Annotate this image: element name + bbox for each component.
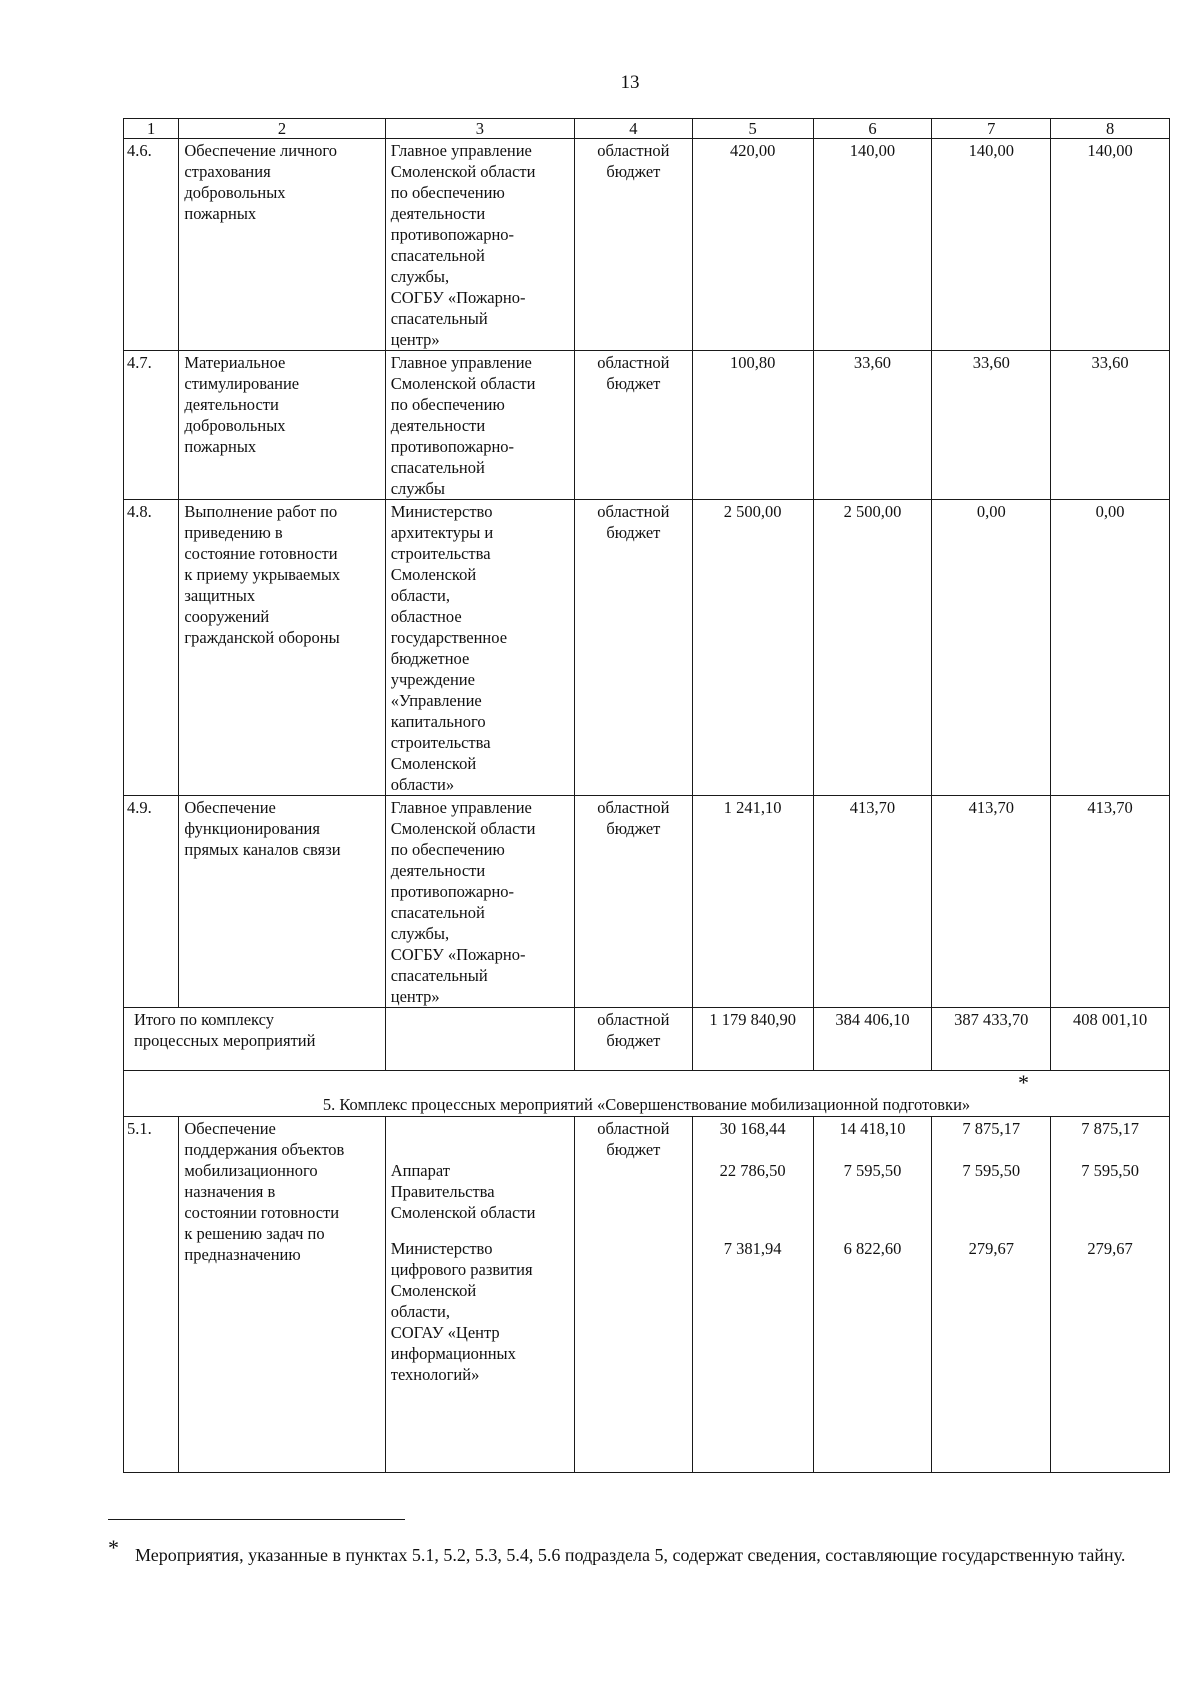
footnote-marker: * xyxy=(1018,1070,1029,1095)
value-col6: 413,70 xyxy=(813,796,932,1008)
funding-source: областной бюджет xyxy=(575,351,693,500)
value-col6: 33,60 xyxy=(813,351,932,500)
value-col8: 413,70 xyxy=(1051,796,1170,1008)
column-number: 3 xyxy=(385,119,574,139)
value-col5: 1 241,10 xyxy=(692,796,813,1008)
activity-name: Обеспечение личного страхования добровольных пожарных xyxy=(179,139,385,351)
executor-1: Аппарат Правительства Смоленской области xyxy=(390,1161,536,1222)
value-col7: 413,70 xyxy=(932,796,1051,1008)
executor: Главное управление Смоленской области по обеспечению деятельности противопожарно- спасательной службы, СОГБУ «Пожарно- спасательный центр» xyxy=(385,139,574,351)
column-number-row xyxy=(124,119,1170,139)
funding-source: областной бюджет xyxy=(575,500,693,796)
row-number: 4.7. xyxy=(124,351,179,500)
value-col6: 140,00 xyxy=(813,139,932,351)
column-number: 6 xyxy=(813,119,932,139)
section-heading xyxy=(124,1071,1170,1117)
section-heading-row xyxy=(124,1071,1170,1117)
value-col5: 2 500,00 xyxy=(692,500,813,796)
executor-2: Министерство цифрового развития Смоленской области, СОГАУ «Центр информационных технологий» xyxy=(390,1239,533,1384)
row-number: 5.1. xyxy=(124,1117,179,1473)
value-col8: 33,60 xyxy=(1051,351,1170,500)
executor: Главное управление Смоленской области по обеспечению деятельности противопожарно- спасательной службы xyxy=(385,351,574,500)
table-row xyxy=(124,1117,1170,1473)
total-col8: 408 001,10 xyxy=(1051,1008,1170,1071)
table-row xyxy=(124,139,1170,351)
value-col7: 140,00 xyxy=(932,139,1051,351)
funding-source: областной бюджет xyxy=(575,1117,693,1473)
executor: Министерство архитектуры и строительства Смоленской области, областное государственное бюджетное учреждение «Управление капитального строительства Смоленской области» xyxy=(385,500,574,796)
column-number: 5 xyxy=(692,119,813,139)
funding-source: областной бюджет xyxy=(575,1008,693,1071)
column-number: 7 xyxy=(932,119,1051,139)
value-col8: 0,00 xyxy=(1051,500,1170,796)
program-table xyxy=(123,118,1170,1473)
row-number: 4.6. xyxy=(124,139,179,351)
value-col7: 7 875,17 7 595,50 279,67 xyxy=(932,1117,1051,1473)
executor xyxy=(385,1008,574,1071)
value-col5: 420,00 xyxy=(692,139,813,351)
footnote-text: Мероприятия, указанные в пунктах 5.1, 5.2, 5.3, 5.4, 5.6 подраздела 5, содержат сведения, составляющие государственную тайну. xyxy=(135,1545,1126,1565)
page-number: 13 xyxy=(620,72,640,93)
footnote xyxy=(108,1535,1158,1568)
value-col8: 7 875,17 7 595,50 279,67 xyxy=(1051,1117,1170,1473)
total-col5: 1 179 840,90 xyxy=(692,1008,813,1071)
column-number: 1 xyxy=(124,119,179,139)
section-title: 5. Комплекс процессных мероприятий «Совершенствование мобилизационной подготовки» xyxy=(322,1095,971,1114)
value-col7: 0,00 xyxy=(932,500,1051,796)
total-row xyxy=(124,1008,1170,1071)
row-number: 4.8. xyxy=(124,500,179,796)
column-number: 2 xyxy=(179,119,385,139)
footnote-separator xyxy=(108,1519,405,1520)
executor: Главное управление Смоленской области по обеспечению деятельности противопожарно- спасательной службы, СОГБУ «Пожарно- спасательный центр» xyxy=(385,796,574,1008)
value-col5: 30 168,44 22 786,50 7 381,94 xyxy=(692,1117,813,1473)
row-number: 4.9. xyxy=(124,796,179,1008)
activity-name: Обеспечение функционирования прямых каналов связи xyxy=(179,796,385,1008)
executor xyxy=(385,1117,574,1473)
table-row xyxy=(124,351,1170,500)
total-col6: 384 406,10 xyxy=(813,1008,932,1071)
table-row xyxy=(124,500,1170,796)
total-label: Итого по комплексу процессных мероприятий xyxy=(124,1008,386,1071)
value-col7: 33,60 xyxy=(932,351,1051,500)
total-col7: 387 433,70 xyxy=(932,1008,1051,1071)
table-row xyxy=(124,796,1170,1008)
value-col8: 140,00 xyxy=(1051,139,1170,351)
activity-name: Материальное стимулирование деятельности добровольных пожарных xyxy=(179,351,385,500)
activity-name: Обеспечение поддержания объектов мобилизационного назначения в состоянии готовности к решению задач по предназначению xyxy=(179,1117,385,1473)
value-col5: 100,80 xyxy=(692,351,813,500)
activity-name: Выполнение работ по приведению в состояние готовности к приему укрываемых защитных сооружений гражданской обороны xyxy=(179,500,385,796)
value-col6: 14 418,10 7 595,50 6 822,60 xyxy=(813,1117,932,1473)
column-number: 8 xyxy=(1051,119,1170,139)
column-number: 4 xyxy=(575,119,693,139)
footnote-mark: * xyxy=(108,1535,119,1560)
funding-source: областной бюджет xyxy=(575,139,693,351)
funding-source: областной бюджет xyxy=(575,796,693,1008)
value-col6: 2 500,00 xyxy=(813,500,932,796)
